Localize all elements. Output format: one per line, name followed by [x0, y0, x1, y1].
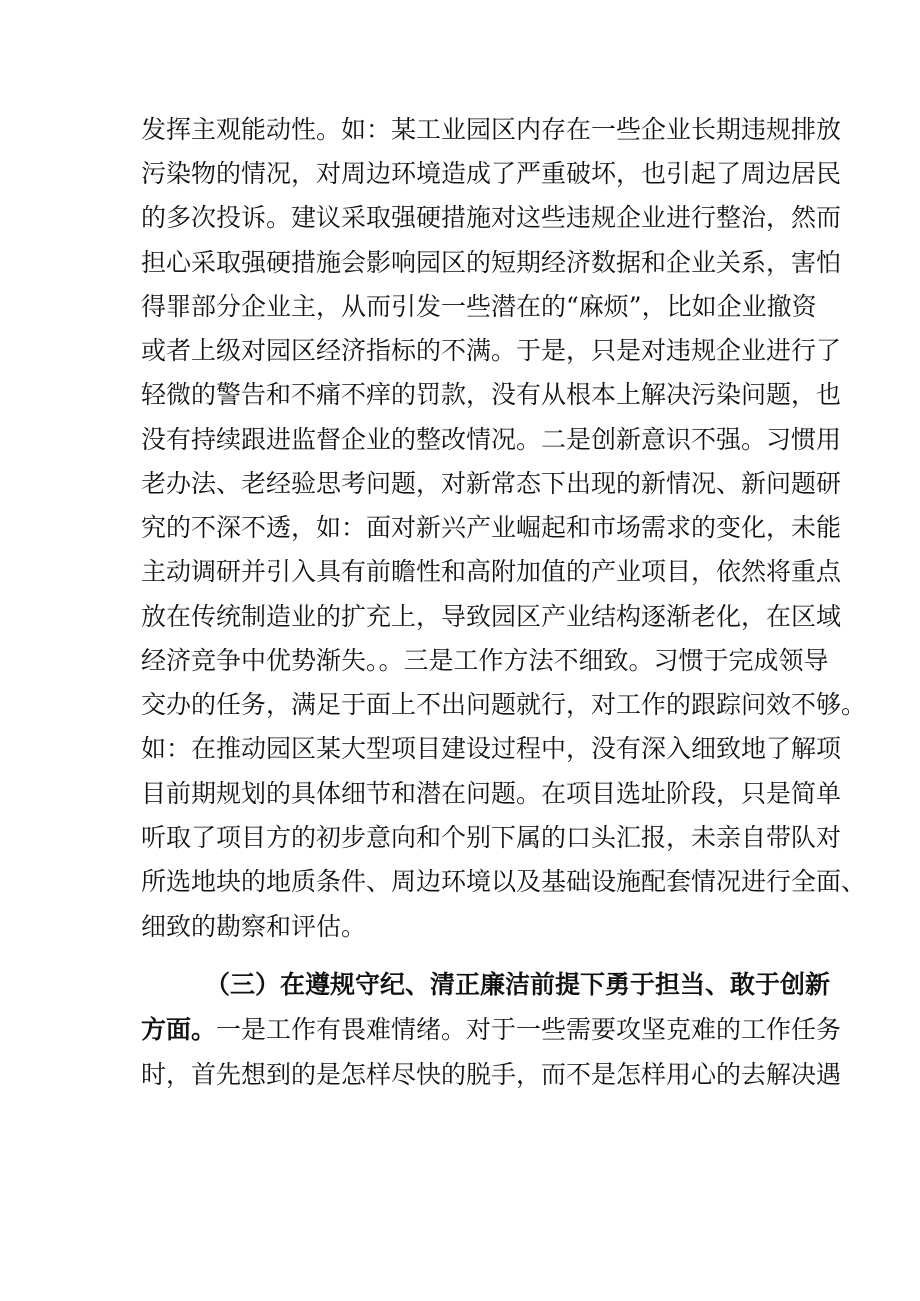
text-line: 得罪部分企业主，从而引发一些潜在的“麻烦”，比如企业撤资: [141, 292, 817, 321]
text-line: 轻微的警告和不痛不痒的罚款，没有从根本上解决污染问题，也: [141, 380, 842, 409]
text-line: 主动调研并引入具有前瞻性和高附加值的产业项目，依然将重点: [141, 557, 842, 586]
text-line: 放在传统制造业的扩充上，导致园区产业结构逐渐老化，在区域: [141, 602, 842, 631]
text-line: 时，首先想到的是怎样尽快的脱手，而不是怎样用心的去解决遇: [141, 1060, 842, 1089]
text-line: 或者上级对园区经济指标的不满。于是，只是对违规企业进行了: [141, 336, 842, 365]
text-line: 担心采取强硬措施会影响园区的短期经济数据和企业关系，害怕: [141, 248, 842, 277]
text-line: 发挥主观能动性。如：某工业园区内存在一些企业长期违规排放: [141, 115, 842, 144]
section-body-start: 一是工作有畏难情绪。对于一些需要攻坚克难的工作任务: [216, 1015, 842, 1044]
section-heading-end: 方面。: [141, 1015, 217, 1044]
text-line: 经济竞争中优势渐失。。三是工作方法不细致。习惯于完成领导: [141, 646, 829, 675]
text-line: 听取了项目方的初步意向和个别下属的口头汇报，未亲自带队对: [141, 823, 842, 852]
text-line: 的多次投诉。建议采取强硬措施对这些违规企业进行整治，然而: [141, 203, 842, 232]
section-heading-continued: [141, 1013, 842, 1047]
text-line: 没有持续跟进监督企业的整改情况。二是创新意识不强。习惯用: [141, 425, 842, 454]
text-line: 污染物的情况，对周边环境造成了严重破坏，也引起了周边居民: [141, 159, 842, 188]
text-line: 交办的任务，满足于面上不出问题就行，对工作的跟踪问效不够。: [141, 690, 867, 719]
text-line: 目前期规划的具体细节和潜在问题。在项目选址阶段，只是简单: [141, 779, 842, 808]
section-heading: （三）在遵规守纪、清正廉洁前提下勇于担当、敢于创新: [205, 970, 831, 999]
text-line: 老办法、老经验思考问题，对新常态下出现的新情况、新问题研: [141, 469, 842, 498]
text-line: 细致的勘察和评估。: [141, 912, 367, 941]
text-line: 如：在推动园区某大型项目建设过程中，没有深入细致地了解项: [141, 734, 842, 763]
text-line: 所选地块的地质条件、周边环境以及基础设施配套情况进行全面、: [141, 867, 867, 896]
text-line: 究的不深不透，如：面对新兴产业崛起和市场需求的变化，未能: [141, 513, 842, 542]
